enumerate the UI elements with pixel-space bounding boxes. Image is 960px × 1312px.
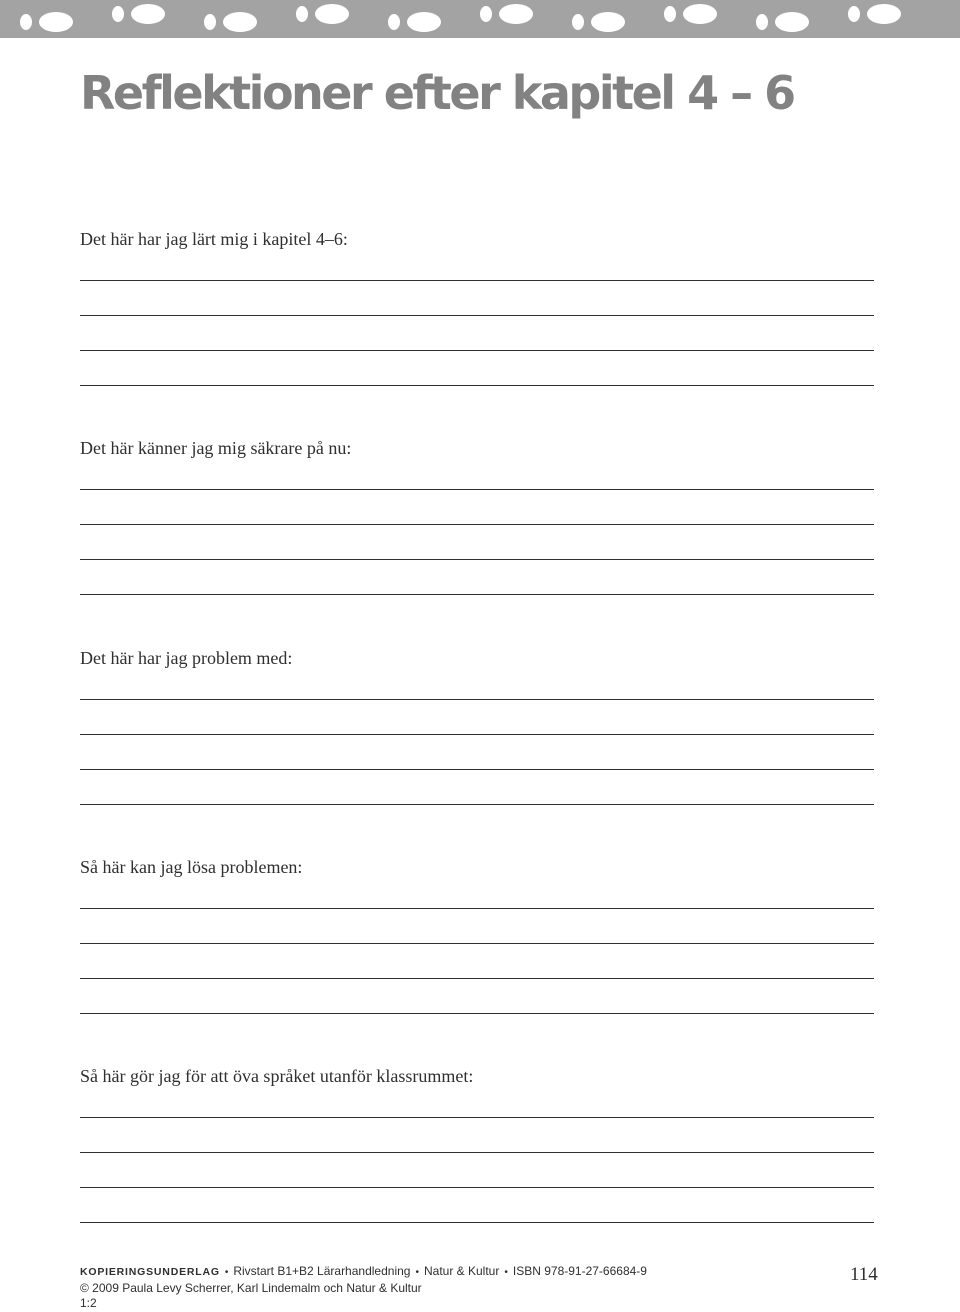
section-1 xyxy=(80,436,874,596)
footer-label: KOPIERINGSUNDERLAG xyxy=(80,1266,220,1278)
footer-publisher: Natur & Kultur xyxy=(423,1264,500,1278)
answer-line[interactable] xyxy=(80,804,874,805)
section-prompt: Det här har jag problem med: xyxy=(80,648,293,668)
footprints-icon xyxy=(0,0,960,38)
answer-line[interactable] xyxy=(80,385,874,386)
answer-line[interactable] xyxy=(80,699,874,700)
answer-line[interactable] xyxy=(80,769,874,770)
section-4 xyxy=(80,1064,874,1224)
footprint-shape xyxy=(315,4,349,24)
footprint-shape xyxy=(756,14,768,30)
section-prompt: Det här känner jag mig säkrare på nu: xyxy=(80,438,352,458)
header-band xyxy=(0,0,960,38)
footer-isbn: ISBN 978-91-27-66684-9 xyxy=(512,1264,647,1278)
footprint-shape xyxy=(39,12,73,32)
footprint-shape xyxy=(848,6,860,22)
footprint-shape xyxy=(296,6,308,22)
footer-copyright: © 2009 Paula Levy Scherrer, Karl Lindemalm och Natur & Kultur xyxy=(80,1280,422,1295)
answer-line[interactable] xyxy=(80,1187,874,1188)
answer-line[interactable] xyxy=(80,280,874,281)
answer-line[interactable] xyxy=(80,908,874,909)
footprint-shape xyxy=(407,12,441,32)
answer-line[interactable] xyxy=(80,978,874,979)
footprint-shape xyxy=(499,4,533,24)
footprint-shape xyxy=(775,12,809,32)
footprint-shape xyxy=(131,4,165,24)
footprint-shape xyxy=(683,4,717,24)
bullet-icon: • xyxy=(504,1267,508,1278)
footprint-shape xyxy=(480,6,492,22)
section-3 xyxy=(80,855,874,1015)
answer-line[interactable] xyxy=(80,1117,874,1118)
answer-line[interactable] xyxy=(80,594,874,595)
footprint-shape xyxy=(204,14,216,30)
answer-line[interactable] xyxy=(80,524,874,525)
footprint-shape xyxy=(20,14,32,30)
footer xyxy=(80,1264,880,1312)
section-prompt: Så här gör jag för att öva språket utanför klassrummet: xyxy=(80,1066,474,1086)
section-2 xyxy=(80,646,874,806)
footprint-shape xyxy=(664,6,676,22)
section-prompt: Det här har jag lärt mig i kapitel 4–6: xyxy=(80,229,348,249)
section-0 xyxy=(80,227,874,387)
answer-line[interactable] xyxy=(80,1013,874,1014)
answer-line[interactable] xyxy=(80,315,874,316)
footprint-shape xyxy=(388,14,400,30)
answer-line[interactable] xyxy=(80,350,874,351)
answer-line[interactable] xyxy=(80,1222,874,1223)
answer-line[interactable] xyxy=(80,734,874,735)
footprint-shape xyxy=(867,4,901,24)
footprint-shape xyxy=(572,14,584,30)
answer-line[interactable] xyxy=(80,489,874,490)
page-title: Reflektioner efter kapitel 4 – 6 xyxy=(80,66,794,120)
footer-edition: 1:2 xyxy=(80,1296,97,1310)
footprint-shape xyxy=(591,12,625,32)
answer-line[interactable] xyxy=(80,559,874,560)
footer-book: Rivstart B1+B2 Lärarhandledning xyxy=(233,1264,411,1278)
answer-line[interactable] xyxy=(80,943,874,944)
section-prompt: Så här kan jag lösa problemen: xyxy=(80,857,303,877)
page-number: 114 xyxy=(850,1264,878,1285)
footprint-shape xyxy=(112,6,124,22)
bullet-icon: • xyxy=(224,1267,229,1278)
footer-line-1 xyxy=(80,1264,880,1281)
footprint-shape xyxy=(223,12,257,32)
answer-line[interactable] xyxy=(80,1152,874,1153)
bullet-icon: • xyxy=(415,1267,419,1278)
